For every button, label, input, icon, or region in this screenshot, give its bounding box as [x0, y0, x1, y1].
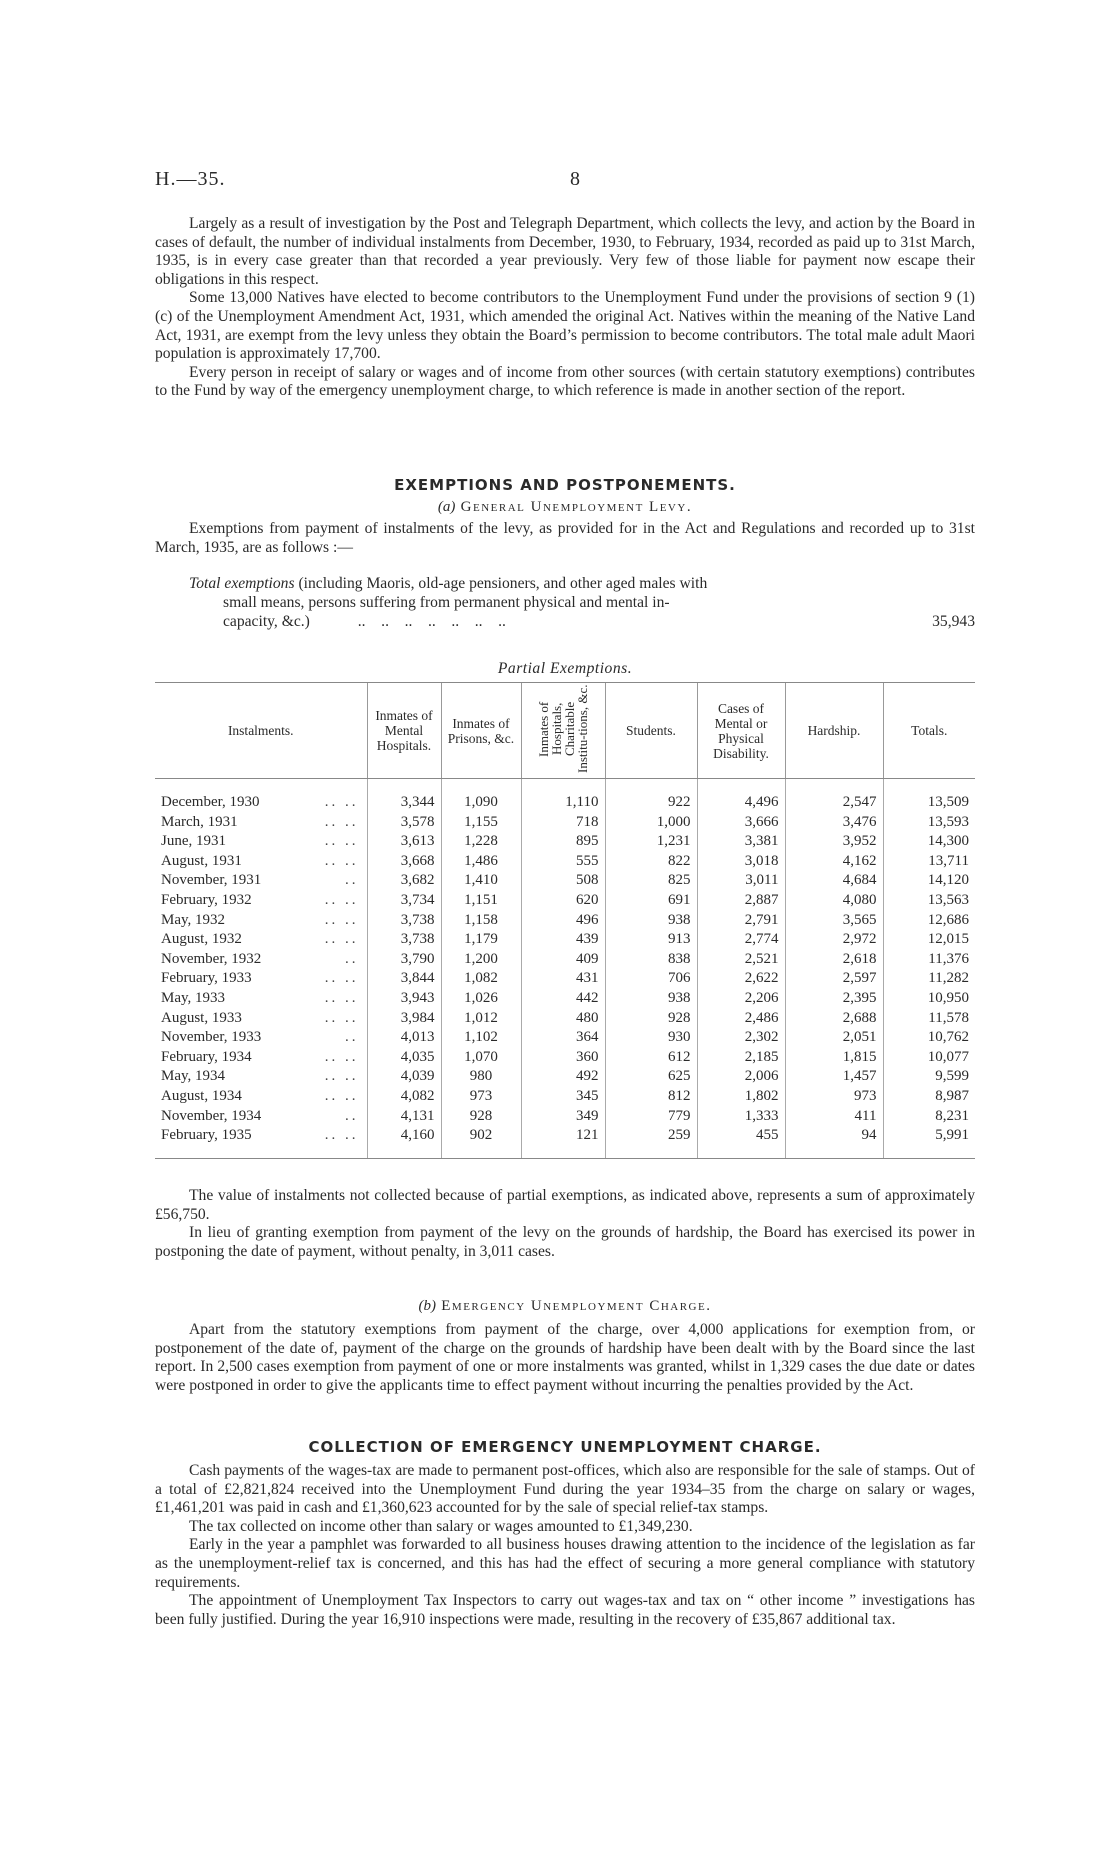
table-cell: 10,950	[883, 989, 975, 1009]
leader-dots: .. ..	[324, 833, 359, 850]
table-cell: 1,090	[441, 779, 521, 813]
table-cell: 2,688	[785, 1009, 883, 1029]
paragraph: The tax collected on income other than salary or wages amounted to £1,349,230.	[189, 1517, 693, 1535]
table-cell: 10,077	[883, 1048, 975, 1068]
table-cell: 5,991	[883, 1126, 975, 1158]
row-label: November, 1934 ..	[155, 1107, 367, 1127]
table-cell: 1,070	[441, 1048, 521, 1068]
leader-dots: .. ..	[324, 852, 359, 869]
table-cell: 9,599	[883, 1067, 975, 1087]
table-cell: 2,206	[697, 989, 785, 1009]
table-cell: 480	[521, 1009, 605, 1029]
collection-section	[155, 1438, 975, 1629]
table-cell: 1,410	[441, 871, 521, 891]
total-exemptions-text: small means, persons suffering from permanent physical and mental in-	[223, 594, 670, 611]
emergency-charge-section	[155, 1298, 975, 1395]
table-cell: 973	[785, 1087, 883, 1107]
table-row	[155, 911, 975, 931]
table-cell: 14,300	[883, 832, 975, 852]
partial-exemptions-table	[155, 682, 975, 1159]
leader-dots: ..	[345, 1029, 359, 1046]
table-cell: 3,682	[367, 871, 441, 891]
table-cell: 1,082	[441, 969, 521, 989]
table-cell: 2,618	[785, 950, 883, 970]
leader-dots: .. ..	[324, 794, 359, 810]
table-cell: 1,228	[441, 832, 521, 852]
table-cell: 1,110	[521, 779, 605, 813]
table-cell: 3,668	[367, 852, 441, 872]
subsection-title: General Unemployment Levy.	[460, 499, 693, 515]
paragraph: Largely as a result of investigation by the Post and Telegraph Department, which collects the levy, and action by the Board in cases of default, the number of individual instalments from December, 1930, to February, 1934, recorded as paid up to 31st March, 1935, is in every case greater than that recorded a year previously. Very few of those liable for payment now escape their obligations in this respect.	[155, 215, 975, 288]
table-cell: 2,597	[785, 969, 883, 989]
table-cell: 1,151	[441, 891, 521, 911]
table-cell: 1,026	[441, 989, 521, 1009]
leader-dots: .. ..	[324, 1009, 359, 1026]
leader-dots: .. ..	[324, 970, 359, 987]
paragraph: In lieu of granting exemption from payment of the levy on the grounds of hardship, the Board has exercised its power in postponing the date of payment, without penalty, in 3,011 cases.	[155, 1224, 975, 1260]
table-cell: 3,666	[697, 813, 785, 833]
subsection-heading	[155, 499, 975, 516]
table-cell: 4,131	[367, 1107, 441, 1127]
table-row	[155, 779, 975, 813]
paragraph: Some 13,000 Natives have elected to become contributors to the Unemployment Fund under the provisions of section 9 (1) (c) of the Unemployment Amendment Act, 1931, which amended the original Act. Natives within the meaning of the Native Land Act, 1931, are exempt from the levy unless they obtain the Board’s permission to become contributors. The total male adult Maori population is approximately 17,700.	[155, 289, 975, 363]
table-header-row	[155, 683, 975, 779]
table-cell: 8,231	[883, 1107, 975, 1127]
leader-dots: .. ..	[324, 989, 359, 1006]
table-cell: 913	[605, 930, 697, 950]
leader-dots: .. ..	[324, 1127, 359, 1144]
table-cell: 12,015	[883, 930, 975, 950]
table-cell: 930	[605, 1028, 697, 1048]
table-cell: 3,565	[785, 911, 883, 931]
row-label: February, 1935 .. ..	[155, 1126, 367, 1158]
table-cell: 4,082	[367, 1087, 441, 1107]
table-cell: 3,738	[367, 930, 441, 950]
total-exemptions-text: (including Maoris, old-age pensioners, and other aged males with	[294, 575, 708, 592]
page-header	[155, 168, 975, 198]
table-cell: 13,563	[883, 891, 975, 911]
table-row	[155, 1048, 975, 1068]
table-row	[155, 930, 975, 950]
table-cell: 496	[521, 911, 605, 931]
subsection-title: Emergency Unemployment Charge.	[441, 1298, 712, 1314]
table-cell: 938	[605, 989, 697, 1009]
table-cell: 620	[521, 891, 605, 911]
table-cell: 2,486	[697, 1009, 785, 1029]
row-label: August, 1934 .. ..	[155, 1087, 367, 1107]
table-row	[155, 891, 975, 911]
table-row	[155, 832, 975, 852]
column-header: Students.	[605, 683, 697, 779]
paragraph: The value of instalments not collected because of partial exemptions, as indicated above, represents a sum of approximately £56,750.	[155, 1187, 975, 1223]
table-cell: 345	[521, 1087, 605, 1107]
table-cell: 2,185	[697, 1048, 785, 1068]
table-cell: 625	[605, 1067, 697, 1087]
table-cell: 13,593	[883, 813, 975, 833]
table-cell: 8,987	[883, 1087, 975, 1107]
page-number: 8	[570, 168, 580, 190]
after-table-section	[155, 1187, 975, 1261]
table-cell: 1,486	[441, 852, 521, 872]
table-cell: 2,395	[785, 989, 883, 1009]
table-cell: 360	[521, 1048, 605, 1068]
table-cell: 431	[521, 969, 605, 989]
leader-dots: .. ..	[324, 813, 359, 830]
table-cell: 822	[605, 852, 697, 872]
table-cell: 812	[605, 1087, 697, 1107]
table-row	[155, 1087, 975, 1107]
column-header: Instalments.	[155, 683, 367, 779]
table-cell: 13,711	[883, 852, 975, 872]
table-cell: 1,802	[697, 1087, 785, 1107]
total-exemptions-value: 35,943	[932, 613, 975, 630]
table-cell: 825	[605, 871, 697, 891]
table-cell: 259	[605, 1126, 697, 1158]
table-cell: 1,155	[441, 813, 521, 833]
table-cell: 4,035	[367, 1048, 441, 1068]
table-row	[155, 1107, 975, 1127]
table-cell: 3,381	[697, 832, 785, 852]
table-cell: 928	[441, 1107, 521, 1127]
paragraph: Early in the year a pamphlet was forwarded to all business houses drawing attention to the incidence of the legislation as far as the unemployment-relief tax is concerned, and this has had the effect of securing a more general compliance with statutory requirements.	[155, 1536, 975, 1591]
subsection-heading	[155, 1298, 975, 1315]
table-cell: 409	[521, 950, 605, 970]
table-cell: 938	[605, 911, 697, 931]
paragraph: The appointment of Unemployment Tax Inspectors to carry out wages-tax and tax on “ other income ” investigations has been fully justified. During the year 16,910 inspections were made, resulting in the recovery of £35,867 additional tax.	[155, 1592, 975, 1628]
table-cell: 442	[521, 989, 605, 1009]
leader-dots: .. ..	[324, 1068, 359, 1085]
section-heading: EXEMPTIONS AND POSTPONEMENTS.	[394, 476, 736, 494]
table-row	[155, 950, 975, 970]
paragraph: Cash payments of the wages-tax are made to permanent post-offices, which also are responsible for the sale of stamps. Out of a total of £2,821,824 received into the Unemployment Fund during the year 1934–35 from the charge on salary or wages, £1,461,201 was paid in cash and £1,360,623 accounted for by the sale of special relief-tax stamps.	[155, 1462, 975, 1517]
table-cell: 928	[605, 1009, 697, 1029]
table-cell: 121	[521, 1126, 605, 1158]
table-cell: 973	[441, 1087, 521, 1107]
table-row	[155, 852, 975, 872]
leader-dots: .. ..	[324, 891, 359, 908]
table-cell: 4,160	[367, 1126, 441, 1158]
table-cell: 508	[521, 871, 605, 891]
table-cell: 3,011	[697, 871, 785, 891]
subsection-letter: (a)	[437, 499, 456, 515]
table-row	[155, 1009, 975, 1029]
total-exemptions-text: capacity, &c.) .. .. .. .. .. .. ..	[223, 613, 506, 630]
row-label: February, 1932 .. ..	[155, 891, 367, 911]
table-cell: 3,952	[785, 832, 883, 852]
table-cell: 4,080	[785, 891, 883, 911]
table-cell: 1,179	[441, 930, 521, 950]
table-cell: 706	[605, 969, 697, 989]
table-cell: 1,102	[441, 1028, 521, 1048]
table-cell: 1,158	[441, 911, 521, 931]
table-cell: 349	[521, 1107, 605, 1127]
table-cell: 2,774	[697, 930, 785, 950]
table-cell: 1,000	[605, 813, 697, 833]
table-row	[155, 1028, 975, 1048]
table-cell: 364	[521, 1028, 605, 1048]
row-label: February, 1933 .. ..	[155, 969, 367, 989]
table-cell: 11,282	[883, 969, 975, 989]
table-cell: 4,684	[785, 871, 883, 891]
table-cell: 1,333	[697, 1107, 785, 1127]
table-cell: 838	[605, 950, 697, 970]
table-row	[155, 969, 975, 989]
table-row	[155, 989, 975, 1009]
row-label: May, 1932 .. ..	[155, 911, 367, 931]
table-cell: 10,762	[883, 1028, 975, 1048]
paragraph: Exemptions from payment of instalments of the levy, as provided for in the Act and Regulations and recorded up to 31st March, 1935, are as follows :—	[155, 520, 975, 556]
table-cell: 779	[605, 1107, 697, 1127]
section-heading: COLLECTION OF EMERGENCY UNEMPLOYMENT CHARGE.	[308, 1438, 822, 1456]
table-cell: 12,686	[883, 911, 975, 931]
leader-dots: ..	[345, 1107, 359, 1124]
table-cell: 14,120	[883, 871, 975, 891]
table-cell: 1,815	[785, 1048, 883, 1068]
table-cell: 1,200	[441, 950, 521, 970]
table-cell: 1,231	[605, 832, 697, 852]
table-cell: 4,162	[785, 852, 883, 872]
leader-dots: .. ..	[324, 911, 359, 928]
column-header: Cases of Mental or Physical Disability.	[697, 683, 785, 779]
table-cell: 2,791	[697, 911, 785, 931]
table-cell: 718	[521, 813, 605, 833]
column-header: Inmates of Hospitals, Charitable Institu-tions, &c.	[521, 683, 605, 779]
table-cell: 4,496	[697, 779, 785, 813]
row-label: August, 1933 .. ..	[155, 1009, 367, 1029]
table-cell: 455	[697, 1126, 785, 1158]
row-label: August, 1931 .. ..	[155, 852, 367, 872]
row-label: June, 1931 .. ..	[155, 832, 367, 852]
total-exemptions-entry	[189, 574, 975, 631]
column-header: Inmates of Mental Hospitals.	[367, 683, 441, 779]
table-cell: 3,018	[697, 852, 785, 872]
table-cell: 1,457	[785, 1067, 883, 1087]
column-header: Hardship.	[785, 683, 883, 779]
table-cell: 2,302	[697, 1028, 785, 1048]
column-header: Totals.	[883, 683, 975, 779]
leader-dots: ..	[345, 872, 359, 889]
table-cell: 980	[441, 1067, 521, 1087]
table-cell: 2,547	[785, 779, 883, 813]
table-cell: 612	[605, 1048, 697, 1068]
row-label: November, 1933 ..	[155, 1028, 367, 1048]
row-label: May, 1933 .. ..	[155, 989, 367, 1009]
table-cell: 4,013	[367, 1028, 441, 1048]
leader-dots: .. ..	[324, 1087, 359, 1104]
table-cell: 4,039	[367, 1067, 441, 1087]
table-cell: 3,984	[367, 1009, 441, 1029]
table-cell: 3,344	[367, 779, 441, 813]
table-cell: 902	[441, 1126, 521, 1158]
row-label: November, 1931 ..	[155, 871, 367, 891]
table-cell: 3,790	[367, 950, 441, 970]
table-cell: 11,376	[883, 950, 975, 970]
table-cell: 411	[785, 1107, 883, 1127]
table-cell: 2,051	[785, 1028, 883, 1048]
table-row	[155, 1067, 975, 1087]
table-row	[155, 871, 975, 891]
table-cell: 1,012	[441, 1009, 521, 1029]
table-cell: 3,734	[367, 891, 441, 911]
table-row	[155, 813, 975, 833]
table-cell: 492	[521, 1067, 605, 1087]
subsection-letter: (b)	[418, 1298, 437, 1314]
table-cell: 2,622	[697, 969, 785, 989]
table-cell: 3,578	[367, 813, 441, 833]
table-cell: 13,509	[883, 779, 975, 813]
table-cell: 439	[521, 930, 605, 950]
table-cell: 11,578	[883, 1009, 975, 1029]
row-label: December, 1930 .. ..	[155, 779, 367, 813]
row-label: August, 1932 .. ..	[155, 930, 367, 950]
table-cell: 691	[605, 891, 697, 911]
row-label: March, 1931 .. ..	[155, 813, 367, 833]
table-cell: 555	[521, 852, 605, 872]
intro-section	[155, 215, 975, 401]
table-cell: 2,972	[785, 930, 883, 950]
table-cell: 3,613	[367, 832, 441, 852]
table-cell: 3,943	[367, 989, 441, 1009]
row-label: May, 1934 .. ..	[155, 1067, 367, 1087]
table-cell: 2,521	[697, 950, 785, 970]
table-title: Partial Exemptions.	[497, 660, 633, 677]
paragraph: Apart from the statutory exemptions from payment of the charge, over 4,000 applications for exemption from, or postponement of the date of, payment of the charge on the grounds of hardship have been dealt with by the Board since the last report. In 2,500 cases exemption from payment of one or more instalments was granted, whilst in 1,329 cases the due date or dates were postponed in order to give the applicants time to effect payment without incurring the penalties provided by the Act.	[155, 1321, 975, 1394]
document-reference: H.—35.	[155, 168, 226, 190]
table-cell: 94	[785, 1126, 883, 1158]
table-cell: 922	[605, 779, 697, 813]
table-row	[155, 1126, 975, 1158]
table-cell: 3,738	[367, 911, 441, 931]
table-cell: 3,476	[785, 813, 883, 833]
table-cell: 2,006	[697, 1067, 785, 1087]
exemptions-section	[155, 476, 975, 557]
leader-dots: .. .. .. .. .. .. ..	[357, 613, 506, 630]
row-label: November, 1932 ..	[155, 950, 367, 970]
total-exemptions-label: Total exemptions	[189, 575, 295, 592]
leader-dots: .. ..	[324, 1048, 359, 1065]
leader-dots: ..	[345, 950, 359, 967]
row-label: February, 1934 .. ..	[155, 1048, 367, 1068]
table-cell: 895	[521, 832, 605, 852]
leader-dots: .. ..	[324, 931, 359, 948]
paragraph: Every person in receipt of salary or wages and of income from other sources (with certain statutory exemptions) contributes to the Fund by way of the emergency unemployment charge, to which reference is made in another section of the report.	[155, 363, 975, 400]
table-cell: 3,844	[367, 969, 441, 989]
column-header: Inmates of Prisons, &c.	[441, 683, 521, 779]
table-cell: 2,887	[697, 891, 785, 911]
